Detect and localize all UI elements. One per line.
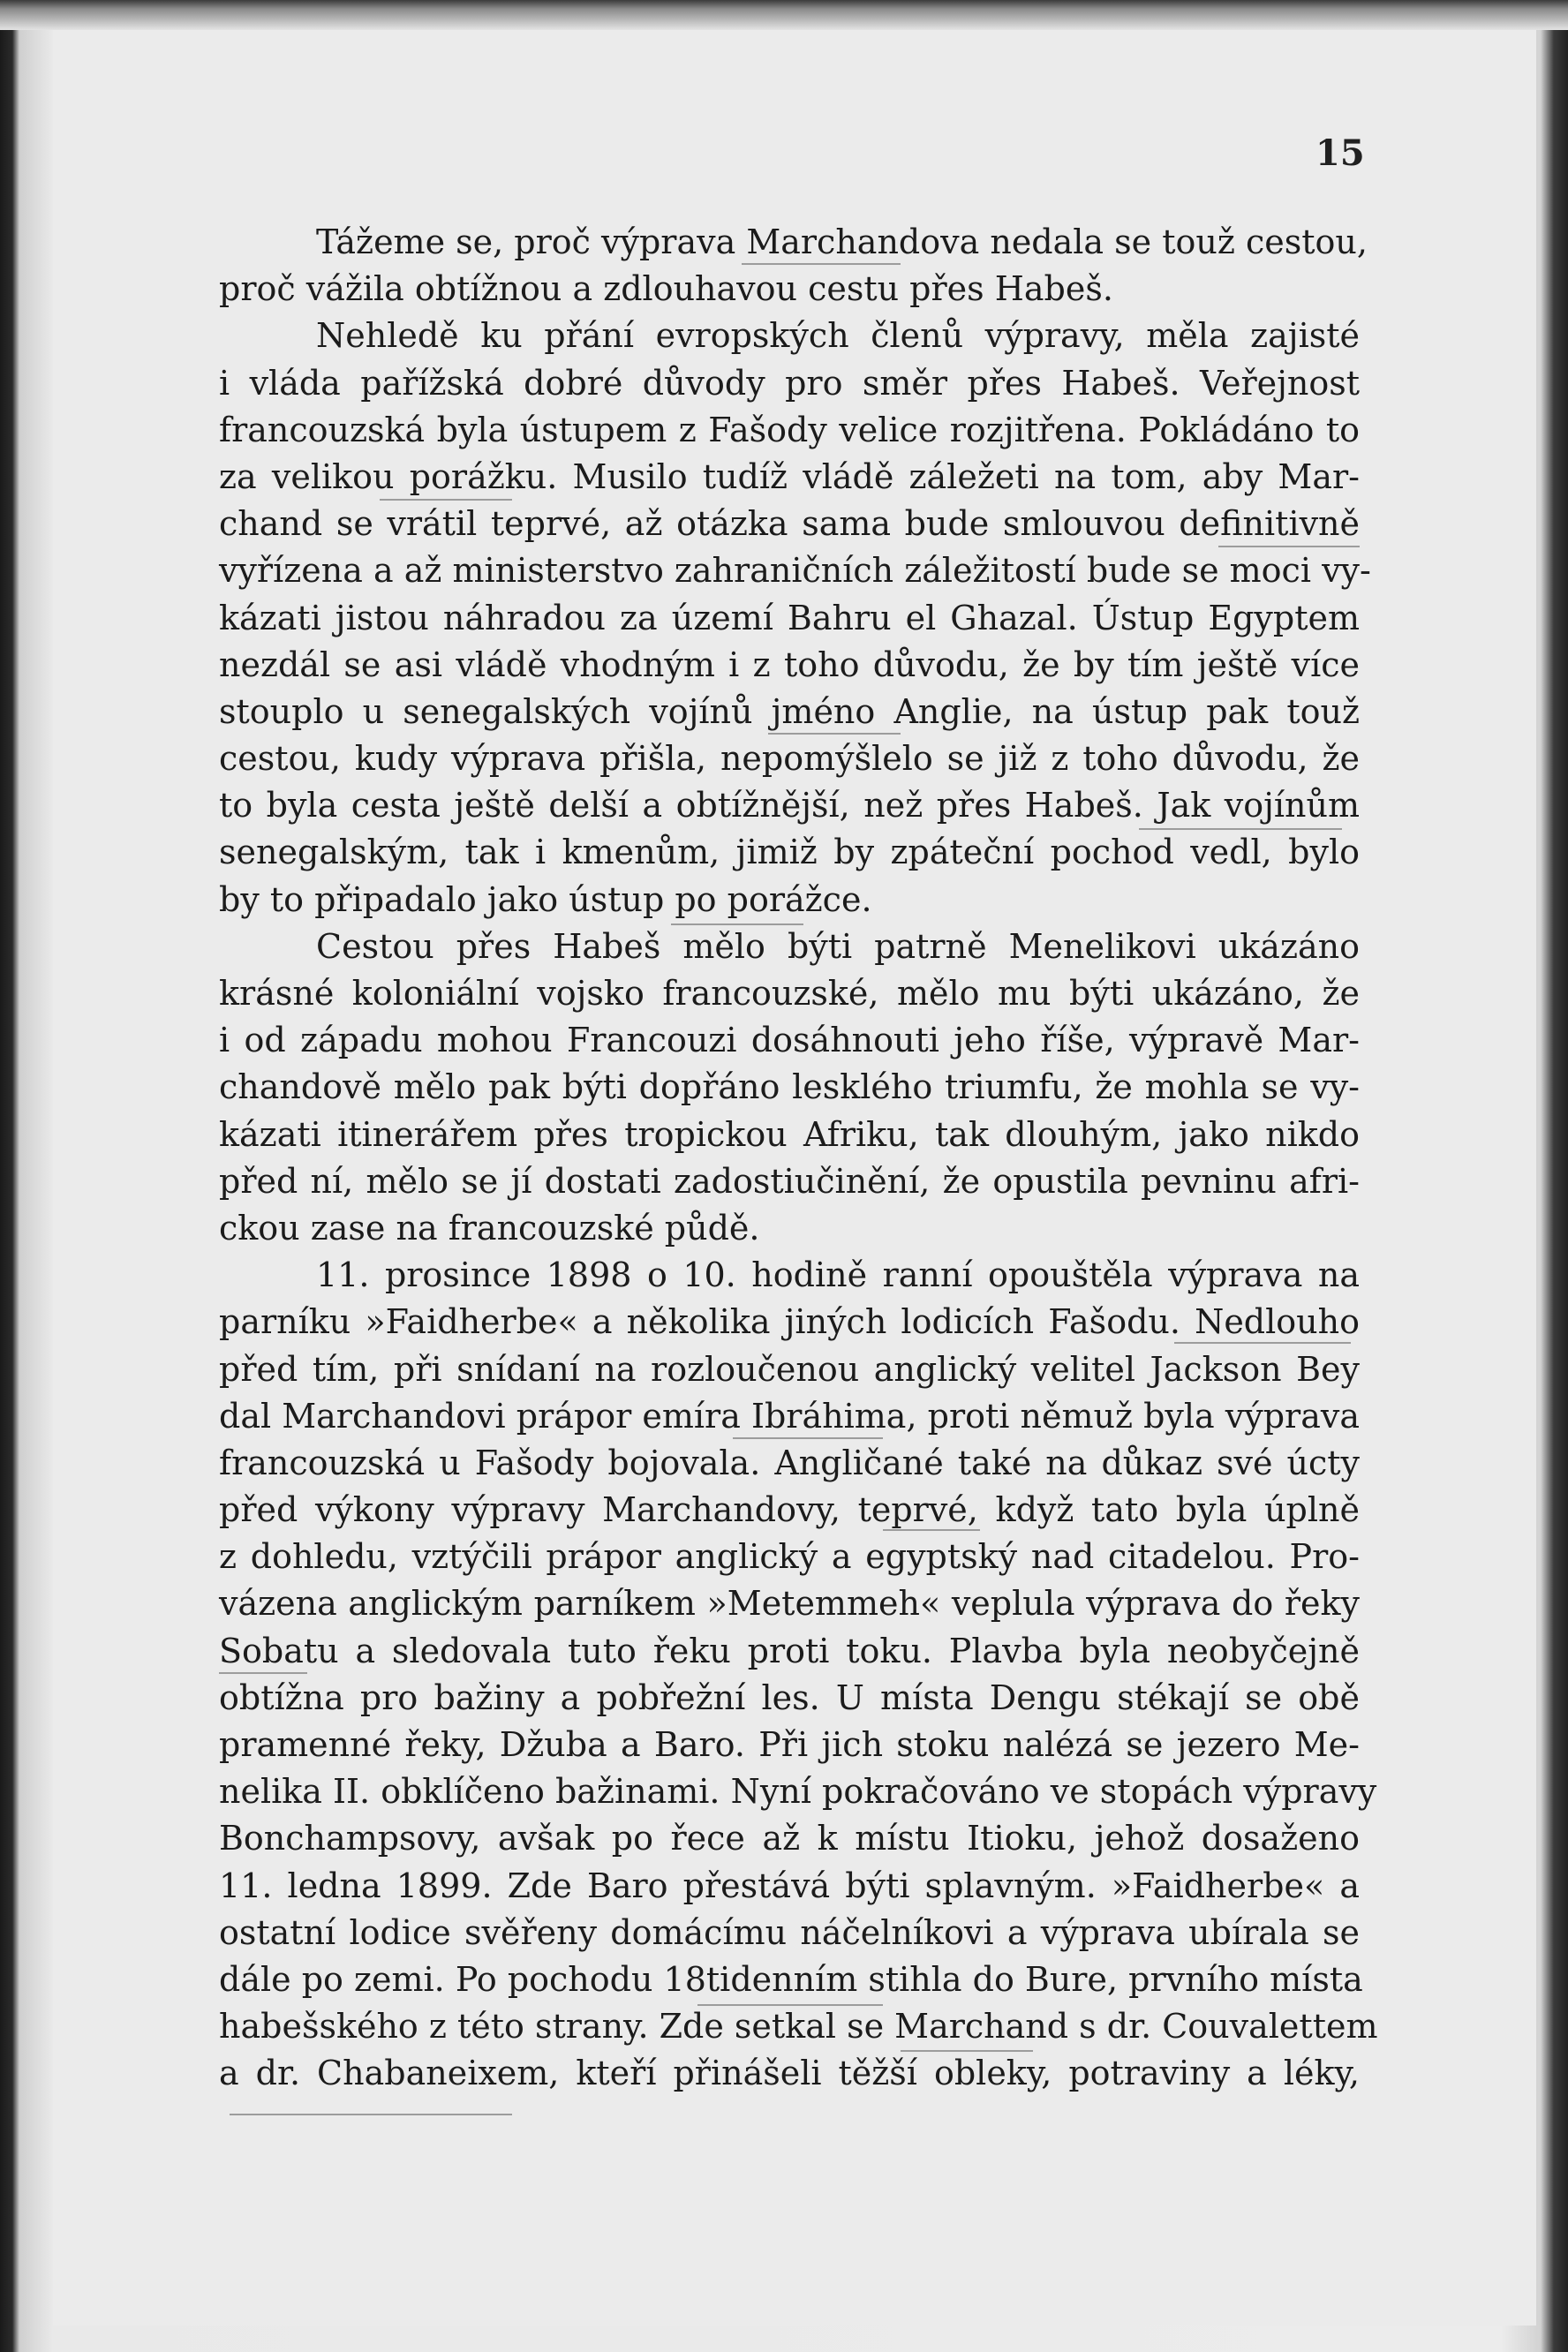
text-line: před výkony výpravy Marchandovy, teprvé, když tato byla úplně [219,1490,1360,1530]
pencil-mark [768,733,901,735]
text-line: pramenné řeky, Džuba a Baro. Při jich stoku nalézá se jezero Me- [219,1725,1360,1764]
text-line: 11. ledna 1899. Zde Baro přestává býti splavným. »Faidherbe« a [219,1866,1360,1905]
text-line: před ní, mělo se jí dostati zadostiučinění, že opustila pevninu afri- [219,1161,1360,1201]
text-line: kázati jistou náhradou za území Bahru el Ghazal. Ústup Egyptem [219,598,1360,637]
text-line: Tážeme se, proč výprava Marchandova nedala se touž cestou, [316,222,1368,261]
text-line: habešského z této strany. Zde setkal se Marchand s dr. Couvalettem [219,2007,1378,2047]
pencil-mark [697,2004,883,2006]
pencil-mark [901,2050,1033,2052]
text-line: obtížna pro bažiny a pobřežní les. U místa Dengu stékají se obě [219,1677,1360,1717]
text-line: 11. prosince 1898 o 10. hodině ranní opouštěla výprava na [316,1255,1360,1295]
text-line: Sobatu a sledovala tuto řeku proti toku. Plavba byla neobyčejně [219,1631,1360,1670]
text-line: francouzská u Fašody bojovala. Angličané také na důkaz své úcty [219,1443,1360,1482]
pencil-mark [380,499,512,501]
text-line: za velikou porážku. Musilo tudíž vládě záležeti na tom, aby Mar- [219,456,1360,496]
text-line: senegalským, tak i kmenům, jimiž by zpáteční pochod vedl, bylo [219,833,1360,872]
pencil-mark [733,1437,883,1439]
text-line: kázati itinerářem přes tropickou Afriku, tak dlouhým, jako nikdo [219,1114,1360,1154]
pencil-mark [1139,828,1342,830]
text-line: před tím, při snídaní na rozloučenou anglický velitel Jackson Bey [219,1349,1360,1389]
text-line: nelika II. obklíčeno bažinami. Nyní pokračováno ve stopách výpravy [219,1772,1377,1812]
pencil-mark [883,1529,980,1531]
pencil-mark [742,263,901,265]
text-line: i vláda pařížská dobré důvody pro směr přes Habeš. Veřejnost [219,363,1360,403]
text-line: francouzská byla ústupem z Fašody velice rozjitřena. Pokládáno to [219,410,1360,449]
body-text [219,219,1378,2098]
pencil-mark [230,2114,512,2115]
pencil-mark [1174,1342,1351,1344]
pencil-mark [1218,546,1360,547]
text-line: nezdál se asi vládě vhodným i z toho důvodu, že by tím ještě více [219,645,1360,684]
text-line: Nehledě ku přání evropských členů výpravy, měla zajisté [316,316,1360,356]
text-line: ckou zase na francouzské půdě. [219,1208,760,1248]
text-line: dále po zemi. Po pochodu 18tidenním stihla do Bure, prvního místa [219,1959,1363,1999]
text-line: i od západu mohou Francouzi dosáhnouti jeho říše, výpravě Mar- [219,1021,1360,1060]
text-line: stouplo u senegalských vojínů jméno Anglie, na ústup pak touž [219,691,1360,731]
text-line: vyřízena a až ministerstvo zahraničních záležitostí bude se moci vy- [219,551,1371,591]
text-line: chandově mělo pak býti dopřáno lesklého triumfu, že mohla se vy- [219,1067,1360,1107]
text-line: dal Marchandovi prápor emíra Ibráhima, proti němuž byla výprava [219,1396,1360,1436]
text-line: parníku »Faidherbe« a několika jiných lodicích Fašodu. Nedlouho [219,1302,1360,1342]
text-line: a dr. Chabaneixem, kteří přinášeli těžší obleky, potraviny a léky, [219,2054,1360,2093]
page-number: 15 [1315,132,1365,174]
text-line: cestou, kudy výprava přišla, nepomýšlelo se již z toho důvodu, že [219,739,1360,779]
text-line: by to připadalo jako ústup po porážce. [219,879,872,919]
pencil-mark [671,923,803,925]
text-line: z dohledu, vztýčili prápor anglický a egyptský nad citadelou. Pro- [219,1537,1360,1577]
text-line: ostatní lodice svěřeny domácímu náčelníkovi a výprava ubírala se [219,1912,1360,1952]
text-line: to byla cesta ještě delší a obtížnější, než přes Habeš. Jak vojínům [219,786,1360,825]
text-line: proč vážila obtížnou a zdlouhavou cestu přes Habeš. [219,269,1113,309]
pencil-mark [219,1672,307,1674]
text-line: vázena anglickým parníkem »Metemmeh« veplula výprava do řeky [219,1584,1360,1624]
text-line: Bonchampsovy, avšak po řece až k místu Itioku, jehož dosaženo [219,1819,1360,1858]
top-edge [0,0,1568,30]
text-line: krásné koloniální vojsko francouzské, mělo mu býti ukázáno, že [219,974,1360,1013]
text-line: chand se vrátil teprvé, až otázka sama bude smlouvou definitivně [219,504,1360,544]
text-line: Cestou přes Habeš mělo býti patrně Menelikovi ukázáno [316,926,1360,966]
